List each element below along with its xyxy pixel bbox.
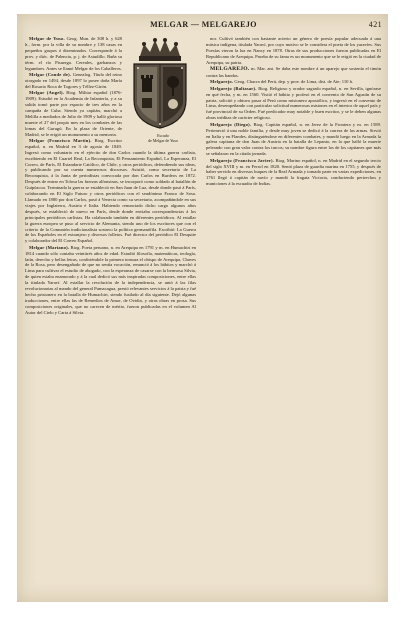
- entry-text: Biog. Marino español, n. en Madrid en el segundo tercio del siglo XVIII y m. en Ferrol en 1820. Sentó plaza de guardia marina en 1755, y después de haber servido en diversos buques de la Real Armada y tomado parte en varias expediciones, en 1761 llegó á capitán de navío y mandó la fragata Victoria, conduciendo pertrechos y municiones á la escuadra de Indias.: [206, 157, 381, 187]
- entry-text: m. Mar. ant. Se daba este nombre á un aparejo que sostenía el timón contra las bandas.: [206, 66, 381, 78]
- entry-head: Melgarejo (Diego).: [210, 121, 252, 127]
- entry-head: Melgarejo.: [210, 79, 234, 85]
- caption-line-1: Escudo: [157, 133, 169, 139]
- entry-text: Geog. Mun. de 308 h. y 628 h., form. por la villa de su nombre y 138 casas en pequeños grupos ó diseminados. Corresponde á la prov. y dióc. de Palencia, p. j. de Astudillo. Baña su térm. el río Pisuerga. Cereales, garbanzos y legumbres. Antes se llamó Melgar de los Caballeros.: [25, 36, 122, 71]
- right-column: [206, 36, 381, 596]
- entry-head: Melgarejo (Baltasar).: [210, 85, 257, 91]
- figure-caption: [130, 134, 196, 144]
- page-header: [25, 20, 382, 32]
- page-number: 421: [368, 20, 382, 29]
- entry-text: Geog. Chacra del Perú, dep. y prov. de Lima, dist. de Ate; 110 h.: [234, 79, 354, 85]
- entry: [206, 66, 381, 79]
- entry-text: Biog. Militar español (1876-1909). Estudió en la Academia de Infantería, y a su salida tomó parte por espacio de tres años en la campaña de Cuba. Siendo ya capitán, marchó a Melilla a mediados de Julio de 1909 y halló gloriosa muerte el 27 del propio mes en los combates de las lomas del Gurugú. En la plaza de Oriente, de Madrid, se le erigió un monumento a su memoria.: [25, 90, 122, 137]
- page-sheet: [17, 14, 388, 602]
- caption-line-2: de Melgar de Yuso: [148, 138, 178, 144]
- entry-text: Biog. Poeta peruano, n. en Arequipa en 1791 y m. en Humachiri en 1814 cuando sólo contaba veintitrés años de edad. Estudió filosofía, matemáticas, teología, latín, derecho y bellas letras, confiriéndole la primera tonsura el obispo de Arequipa, Chaves de la Rosa, pero desengañado de que no sentía vocación, renunció á los hábitos y marchó á Lima para cultivar el estudio de abogado, con la esperanza de casarse con la hermosa Silvia, de quien estaba enamorado y á la cual dedicó sus más inspiradas composiciones, entre ellas la titulada Yaraví. Al estallar la revolución de la independencia, se unió á las filas revolucionarias al mando del general Pumacagua, prestó relevantes servicios á la patria y fué hecho prisionero en la batalla de Humachiri, siendo fusilado al día siguiente. Dejó algunas traducciones, entre ellas las de Remedios de Amor, de Ovidio, y otras obras en prosa. Sus composiciones originales, que no carecen de mérito, fueron publicadas en el volumen Al Autor del Cielo y Carta á Silvia.: [25, 244, 196, 315]
- entry: [25, 138, 196, 244]
- entry-head: Melgar (Angel).: [29, 90, 65, 96]
- coat-of-arms-figure: [126, 36, 196, 144]
- entry: [206, 86, 381, 121]
- entry-head: Melgar (Conde de).: [29, 71, 72, 77]
- entry-head: Melgarejo (Francisco Javier).: [210, 157, 275, 163]
- entry-text: Biog. Religioso y orador sagrado español, n. en Sevilla, ignórase en qué fecha, y m. en 1560. Vistió el hábito y profesó en el convento de San Agustín de su patria, solicitó y obtuvo pasar al Perú como misionero apostólico, y ingresó en el convento de Lima, desempeñando con particular solicitud numerosas misiones en el interior de aquel país y fué provincial de su Orden. Fué predicador muy notable y buen escritor, y se le deben algunas obras inéditas de carácter religioso.: [206, 85, 381, 121]
- entry-text: Biog. Escritor español, n. en Madrid en 3 de agosto de 1849. Ingresó como voluntario en el ejército de don Carlos cuando la última guerra carlista, escribiendo en El Cuartel Real, La Reconquista, El Pensamiento Español, La Esperanza, El Correo, de París, El Estandarte Católico, de Chile, y otros periódicos, defendiendo sus ideas, y publicando por su cuenta numerosos discursos. Asistió, como secretario de La Reconquista, á la Junta de periodistas convocada por don Carlos en Burdeos en 1872. Después de entrar en Tolosa las fuerzas alfonsinas, se incorporó como soldado al batallón de Guipúzcoa. Terminada la guerra se estableció en San Juan de Luz, desde donde pasó á París, colaborando en El Siglo Futuro y otros periódicos con el seudónimo Franco de Sosa. Llamado en 1880 por don Carlos, pasó á Venecia como su secretario, acompañándole en sus viajes por Inglaterra, Austria é Italia. Habiendo renunciado dicho cargo algunos años después, se estableció de nuevo en París, desde donde enviaba correspondencias á los principales periódicos carlistas. Ha colaborado también en diferentes periódicos. Al estallar la guerra europea se puso al servicio de Alemania, siendo uno de los escritores que con el criterio de la Comunión tradicionalista sostuvo la política germanófila. Escribió: La Guerra de los Españoles en el extranjero y diversos folletos. Fué director del periódico El Desquite y colaborador del El Correo Español.: [25, 137, 196, 244]
- entry: [206, 79, 381, 85]
- entry-text: Biog. Capitán español, n. en Jerez de la Frontera y m. en 1589. Perteneció á una noble familia, y desde muy joven se dedicó á la carrera de las armas. Sirvió en Italia y en Flandes, distinguiéndose en diferentes combates, y mandó luego en la Armada la galera capitana de don Juan de Austria en la batalla de Lepanto, en la que halló la muerte peleando con gran valor contra los turcos; su nombre figura entre los de los capitanes que más se señalaron en la citada jornada.: [206, 121, 381, 157]
- running-title: MELGAR — MELGAREJO: [150, 20, 257, 29]
- entry-text: Genealog. Título del reino otorgado en 1494, desde 1897 lo posee doña María del Rosario Roca de Togores y Téllez-Girón.: [25, 71, 122, 89]
- entry: [206, 122, 381, 157]
- entry: [206, 36, 381, 66]
- entry-text: nor. Cultivó también con bastante acierto un género de poesía popular adecuada á una música indígena, titulada Yaraví, por cuyo motivo se le considera el poeta de los yaravíes. Sus Poesías vieron la luz en Nancy en 1878. Otras de sus producciones fueron publicadas en El Republicano de Arequipa. Prueba de su fama es un monumento que se le erigió en la ciudad de Arequipa, su patria.: [206, 36, 381, 65]
- entry: [206, 158, 381, 188]
- entry-head: Melgar (Mariano).: [29, 244, 70, 250]
- entry: [25, 245, 196, 316]
- coat-of-arms-icon: [128, 38, 192, 130]
- entry-head: MELGAREJO.: [210, 66, 250, 73]
- entry-head: Melgar de Yuso.: [29, 36, 65, 41]
- left-column: [25, 36, 196, 596]
- entry-head: Melgar (Francisco Martín).: [29, 137, 92, 143]
